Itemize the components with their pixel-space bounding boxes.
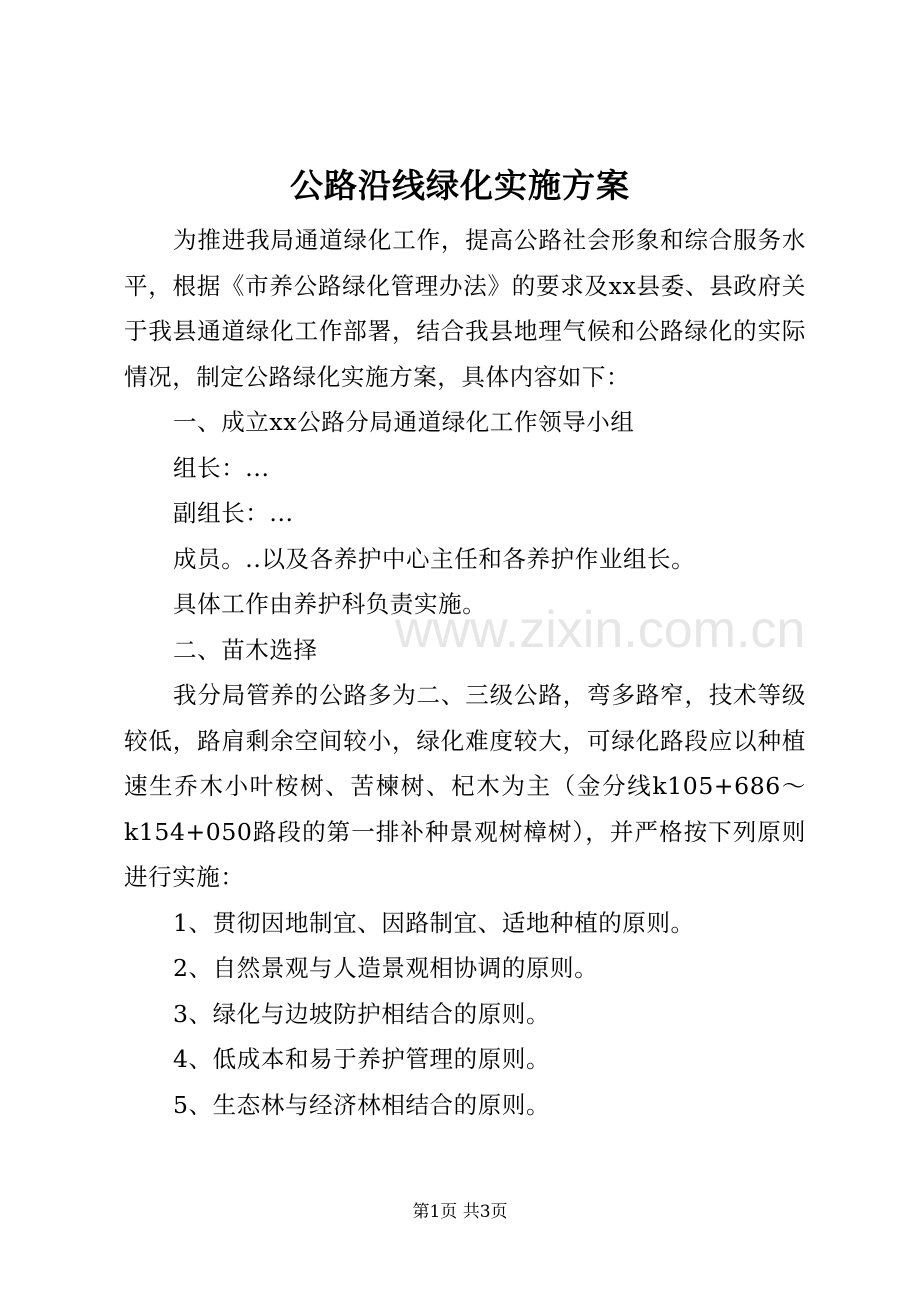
page-footer: 第1页 共3页 (412, 1202, 508, 1222)
document-title: 公路沿线绿化实施方案 (290, 166, 630, 205)
paragraph-responsibility: 具体工作由养护科负责实施。 (173, 590, 487, 618)
paragraph-seedling-selection: 我分局管养的公路多为二、三级公路，弯多路窄，技术等级较低，路肩剩余空间较小，绿化难度较大，可绿化路段应以种植速生乔木小叶桉树、苦楝树、杞木为主（金分线k105+686～k154+050路段的第一排补种景观树樟树），并严格按下列原则进行实施： (124, 681, 806, 891)
paragraph-deputy-leader: 副组长：... (173, 499, 294, 527)
principle-item-3: 3、绿化与边坡防护相结合的原则。 (173, 999, 551, 1028)
principle-item-5: 5、生态林与经济林相结合的原则。 (173, 1090, 551, 1119)
watermark: www.zixin.com.cn (395, 601, 806, 659)
paragraph-intro: 为推进我局通道绿化工作，提高公路社会形象和综合服务水平，根据《市养公路绿化管理办法》的要求及xx县委、县政府关于我县通道绿化工作部署，结合我县地理气候和公路绿化的实际情况，制定公路绿化实施方案，具体内容如下： (124, 226, 806, 391)
principle-item-2: 2、自然景观与人造景观相协调的原则。 (173, 954, 599, 982)
paragraph-members: 成员。..以及各养护中心主任和各养护作业组长。 (173, 544, 696, 573)
principle-item-1: 1、贯彻因地制宜、因路制宜、适地种植的原则。 (173, 908, 695, 937)
document-body (124, 218, 806, 1128)
heading-section-2: 二、苗木选择 (173, 635, 318, 664)
paragraph-leader: 组长：... (173, 453, 270, 482)
principle-item-4: 4、低成本和易于养护管理的原则。 (173, 1045, 551, 1073)
heading-section-1: 一、成立xx公路分局通道绿化工作领导小组 (173, 408, 635, 436)
